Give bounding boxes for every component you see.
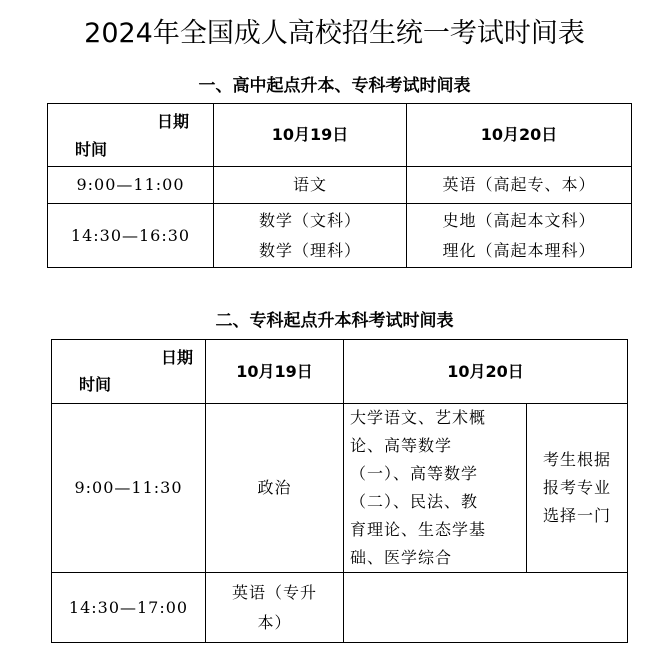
exam-subject-line: 础、医学综合 <box>350 548 453 567</box>
corner-header-cell <box>52 340 206 404</box>
time-cell: 14:30—16:30 <box>48 204 214 268</box>
exam-cell <box>206 573 344 643</box>
exam-subject: 理化（高起本理科） <box>442 240 596 260</box>
exam-cell <box>344 404 527 573</box>
exam-cell <box>214 167 407 204</box>
exam-cell <box>407 204 632 268</box>
exam-cell <box>407 167 632 204</box>
corner-time-label: 时间 <box>79 375 112 394</box>
section2-heading: 二、专科起点升本科考试时间表 <box>215 311 454 331</box>
corner-date-label: 日期 <box>160 348 193 367</box>
time-cell: 9:00—11:00 <box>48 167 214 204</box>
exam-subject-line: 英语（专升 <box>231 582 317 602</box>
exam-subject-line: （二）、民法、教 <box>350 492 479 511</box>
corner-time-label: 时间 <box>75 140 108 159</box>
exam-subject-line: （一）、高等数学 <box>350 464 479 483</box>
exam-subject-line: 本） <box>257 612 292 632</box>
exam-subject: 语文 <box>292 175 327 194</box>
note-line: 考生根据 <box>543 450 612 469</box>
note-line: 选择一门 <box>543 506 612 525</box>
empty-cell <box>344 573 628 643</box>
corner-header-cell <box>48 104 214 167</box>
page-title: 2024年全国成人高校招生统一考试时间表 <box>84 18 585 49</box>
date-header-oct19: 10月19日 <box>206 340 344 404</box>
exam-subject: 数学（文科） <box>258 210 361 230</box>
exam-subject: 数学（理科） <box>258 240 361 260</box>
section1-heading: 一、高中起点升本、专科考试时间表 <box>198 76 471 96</box>
exam-table-1 <box>47 103 632 268</box>
exam-table-2 <box>51 339 628 643</box>
exam-cell <box>214 204 407 268</box>
time-cell: 14:30—17:00 <box>52 573 206 643</box>
exam-subject: 英语（高起专、本） <box>442 175 596 194</box>
date-header-oct20: 10月20日 <box>407 104 632 167</box>
exam-subject: 史地（高起本文科） <box>442 210 596 230</box>
note-cell <box>527 404 628 573</box>
note-line: 报考专业 <box>543 478 612 497</box>
date-header-oct20: 10月20日 <box>344 340 628 404</box>
time-cell: 9:00—11:30 <box>52 404 206 573</box>
date-header-oct19: 10月19日 <box>214 104 407 167</box>
exam-subject-line: 论、高等数学 <box>350 436 453 455</box>
exam-subject-line: 育理论、生态学基 <box>350 520 487 539</box>
exam-subject-line: 大学语文、艺术概 <box>350 408 487 427</box>
exam-cell: 政治 <box>206 404 344 573</box>
corner-date-label: 日期 <box>156 112 189 131</box>
